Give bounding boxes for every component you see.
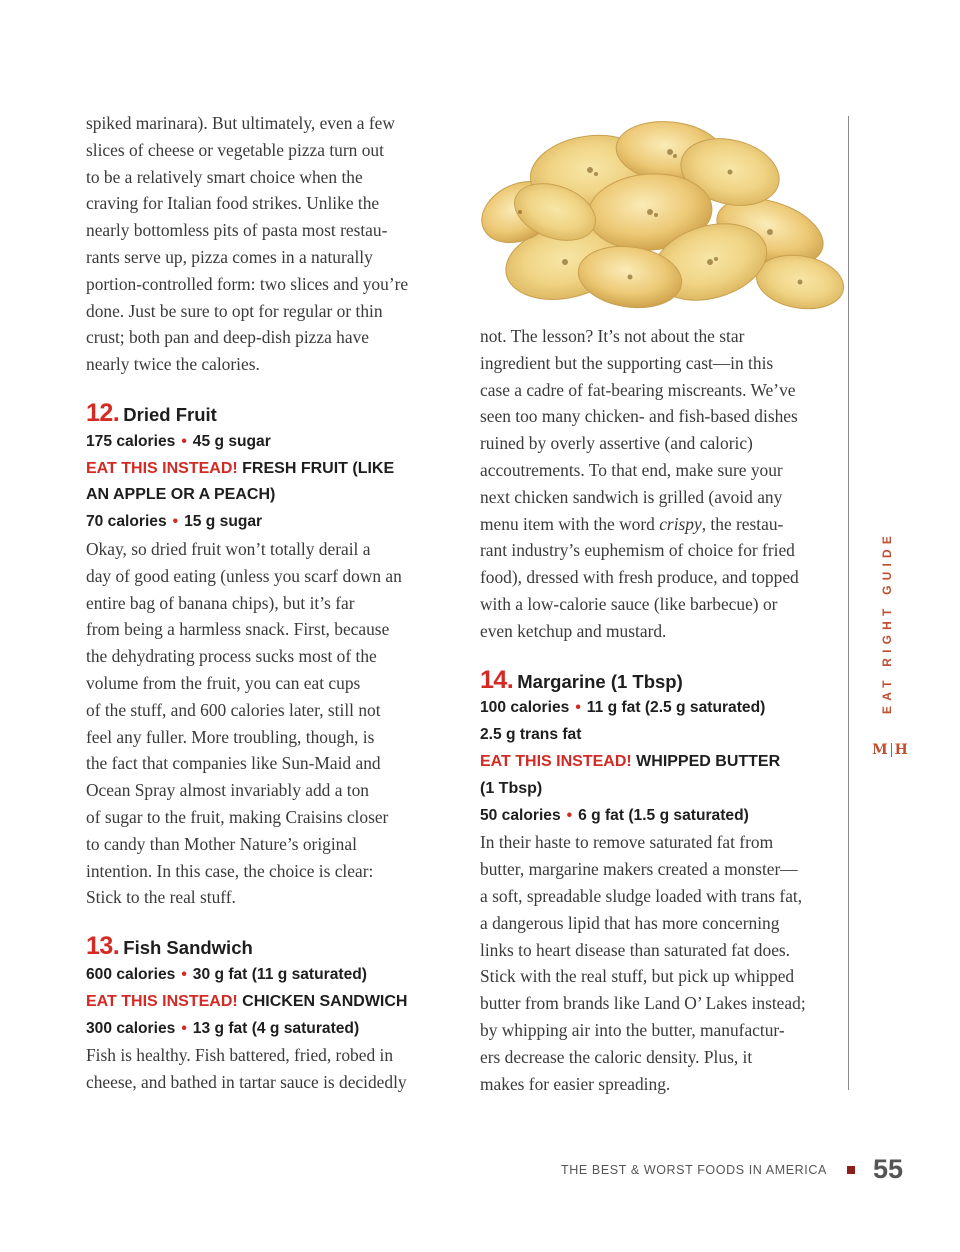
text-line: even ketchup and mustard. [480, 620, 667, 641]
bullet-dot-icon: • [181, 1019, 187, 1037]
text-line: Okay, so dried fruit won’t totally derail a [86, 538, 371, 559]
stat-fat: 11 g fat (2.5 g saturated) [586, 699, 766, 717]
stat-trans-fat: 2.5 g trans fat [480, 726, 582, 744]
page-footer [561, 1154, 903, 1185]
text-line: slices of cheese or vegetable pizza turn out [86, 139, 384, 160]
text-line: In their haste to remove saturated fat from [480, 832, 774, 853]
item-12-alt-stats [86, 509, 448, 536]
text-line: ers decrease the caloric density. Plus, it [480, 1046, 753, 1067]
alternative-name: WHIPPED BUTTER [636, 752, 781, 770]
text-line: not. The lesson? It’s not about the star [480, 326, 745, 346]
item-14-stats [480, 695, 842, 722]
emphasis-crispy: crispy [659, 513, 702, 534]
item-14-stats-trans [480, 722, 842, 749]
bullet-dot-icon: • [181, 965, 187, 983]
alternative-name: AN APPLE OR A PEACH) [86, 486, 276, 504]
item-number: 12. [86, 398, 120, 427]
text-line [480, 511, 842, 538]
text-line: the dehydrating process sucks most of the [86, 646, 377, 667]
item-13-alt-stats [86, 1016, 448, 1043]
item-13-stats [86, 962, 448, 989]
item-14-body [480, 829, 842, 1097]
text-line: rant industry’s euphemism of choice for fried [480, 540, 795, 561]
text-line: butter, margarine makers created a monster— [480, 859, 798, 880]
right-column [480, 323, 842, 1097]
bullet-dot-icon: • [172, 513, 179, 531]
eat-this-instead-label: EAT THIS INSTEAD! [86, 992, 238, 1010]
item-13-body-continued [480, 323, 842, 645]
vertical-divider [848, 116, 849, 1090]
alt-calories: 300 calories [86, 1019, 176, 1037]
text-line: Stick to the real stuff. [86, 887, 236, 908]
text-line: portion-controlled form: two slices and you’re [86, 273, 409, 294]
text-line: food), dressed with fresh produce, and topped [480, 567, 799, 588]
text-line: of sugar to the fruit, making Craisins closer [86, 806, 389, 827]
bullet-dot-icon: • [575, 699, 581, 717]
item-13-alternative [86, 989, 448, 1016]
alternative-name: CHICKEN SANDWICH [242, 992, 408, 1010]
text-line: butter from brands like Land O’ Lakes instead; [480, 993, 806, 1014]
text-line: case a cadre of fat-bearing miscreants. We’ve [480, 379, 796, 400]
text-line: accoutrements. To that end, make sure your [480, 459, 783, 480]
logo-letter: M [872, 742, 888, 758]
text-line: crust; both pan and deep-dish pizza have [86, 327, 369, 348]
text-line: feel any fuller. More troubling, though, is [86, 726, 375, 747]
text-fragment: , the restau- [701, 513, 784, 534]
text-line: by whipping air into the butter, manufactur- [480, 1019, 785, 1040]
item-14-heading [480, 667, 842, 696]
item-12-alternative [86, 456, 448, 483]
text-line: entire bag of banana chips), but it’s far [86, 592, 355, 613]
text-line: to be a relatively smart choice when the [86, 166, 363, 187]
text-line: rants serve up, pizza comes in a naturally [86, 246, 373, 267]
logo-separator [891, 743, 892, 757]
alt-calories: 70 calories [86, 513, 167, 531]
text-line: a dangerous lipid that has more concerning [480, 912, 780, 933]
item-14-alt-stats [480, 803, 842, 830]
text-line: ingredient but the supporting cast—in this [480, 352, 774, 373]
text-line: Stick with the real stuff, but pick up whipped [480, 966, 795, 987]
bullet-dot-icon: • [181, 432, 187, 450]
text-line: links to heart disease than saturated fat does. [480, 939, 791, 960]
item-14-alternative-cont [480, 776, 842, 803]
text-line: of the stuff, and 600 calories later, still not [86, 699, 381, 720]
text-line: Ocean Spray almost invariably add a ton [86, 780, 369, 801]
intro-paragraph [86, 110, 448, 378]
text-line: the fact that companies like Sun-Maid and [86, 753, 381, 774]
item-14-alternative [480, 749, 842, 776]
text-line: a soft, spreadable sludge loaded with trans fat, [480, 885, 803, 906]
item-13-body [86, 1042, 448, 1096]
text-line: to candy than Mother Nature’s original [86, 833, 357, 854]
stat-calories: 600 calories [86, 965, 176, 983]
text-line: craving for Italian food strikes. Unlike the [86, 193, 380, 214]
bullet-dot-icon: • [566, 806, 573, 824]
alternative-name: FRESH FRUIT (LIKE [242, 459, 395, 477]
text-line: nearly bottomless pits of pasta most restau- [86, 220, 388, 241]
alt-fat: 6 g fat (1.5 g saturated) [578, 806, 749, 824]
page-number: 55 [872, 1154, 903, 1184]
square-bullet-icon [847, 1166, 855, 1174]
text-line: nearly twice the calories. [86, 354, 260, 375]
item-12-alternative-cont [86, 482, 448, 509]
text-line: intention. In this case, the choice is clear: [86, 860, 374, 881]
text-line: volume from the fruit, you can eat cups [86, 672, 361, 693]
left-column [86, 110, 448, 1096]
text-line: spiked marinara). But ultimately, even a few [86, 113, 395, 133]
text-line: with a low-calorie sauce (like barbecue) or [480, 593, 778, 614]
text-line: cheese, and bathed in tartar sauce is decidedly [86, 1072, 407, 1093]
item-12-stats [86, 429, 448, 456]
text-line: from being a harmless snack. First, because [86, 619, 390, 640]
text-line: ruined by overly assertive (and caloric) [480, 433, 753, 454]
text-line: seen too many chicken- and fish-based dishes [480, 406, 798, 427]
text-line: done. Just be sure to opt for regular or thin [86, 300, 383, 321]
stat-fat: 30 g fat (11 g saturated) [192, 965, 367, 983]
text-line: next chicken sandwich is grilled (avoid any [480, 486, 783, 507]
item-title: Dried Fruit [123, 403, 217, 425]
text-line: Fish is healthy. Fish battered, fried, robed in [86, 1045, 394, 1066]
banana-chips-photo [470, 112, 850, 318]
stat-calories: 100 calories [480, 699, 570, 717]
alt-sugar: 15 g sugar [184, 513, 263, 531]
eat-this-instead-label: EAT THIS INSTEAD! [480, 752, 632, 770]
alt-calories: 50 calories [480, 806, 561, 824]
item-title: Fish Sandwich [123, 937, 253, 959]
item-number: 13. [86, 932, 120, 961]
item-number: 14. [480, 665, 514, 694]
mh-logo [864, 741, 916, 759]
item-13-heading [86, 933, 448, 962]
stat-calories: 175 calories [86, 432, 176, 450]
item-12-body [86, 536, 448, 911]
item-title: Margarine (1 Tbsp) [517, 670, 683, 692]
logo-letter: H [894, 742, 908, 758]
text-fragment: menu item with the word [480, 513, 660, 534]
item-12-heading [86, 400, 448, 429]
section-label: EAT RIGHT GUIDE [880, 530, 894, 714]
text-line: makes for easier spreading. [480, 1073, 671, 1094]
book-title: THE BEST & WORST FOODS IN AMERICA [561, 1162, 827, 1177]
text-line: day of good eating (unless you scarf down an [86, 565, 402, 586]
alternative-name: (1 Tbsp) [480, 779, 543, 797]
stat-sugar: 45 g sugar [192, 432, 271, 450]
eat-this-instead-label: EAT THIS INSTEAD! [86, 459, 238, 477]
alt-fat: 13 g fat (4 g saturated) [192, 1019, 360, 1037]
